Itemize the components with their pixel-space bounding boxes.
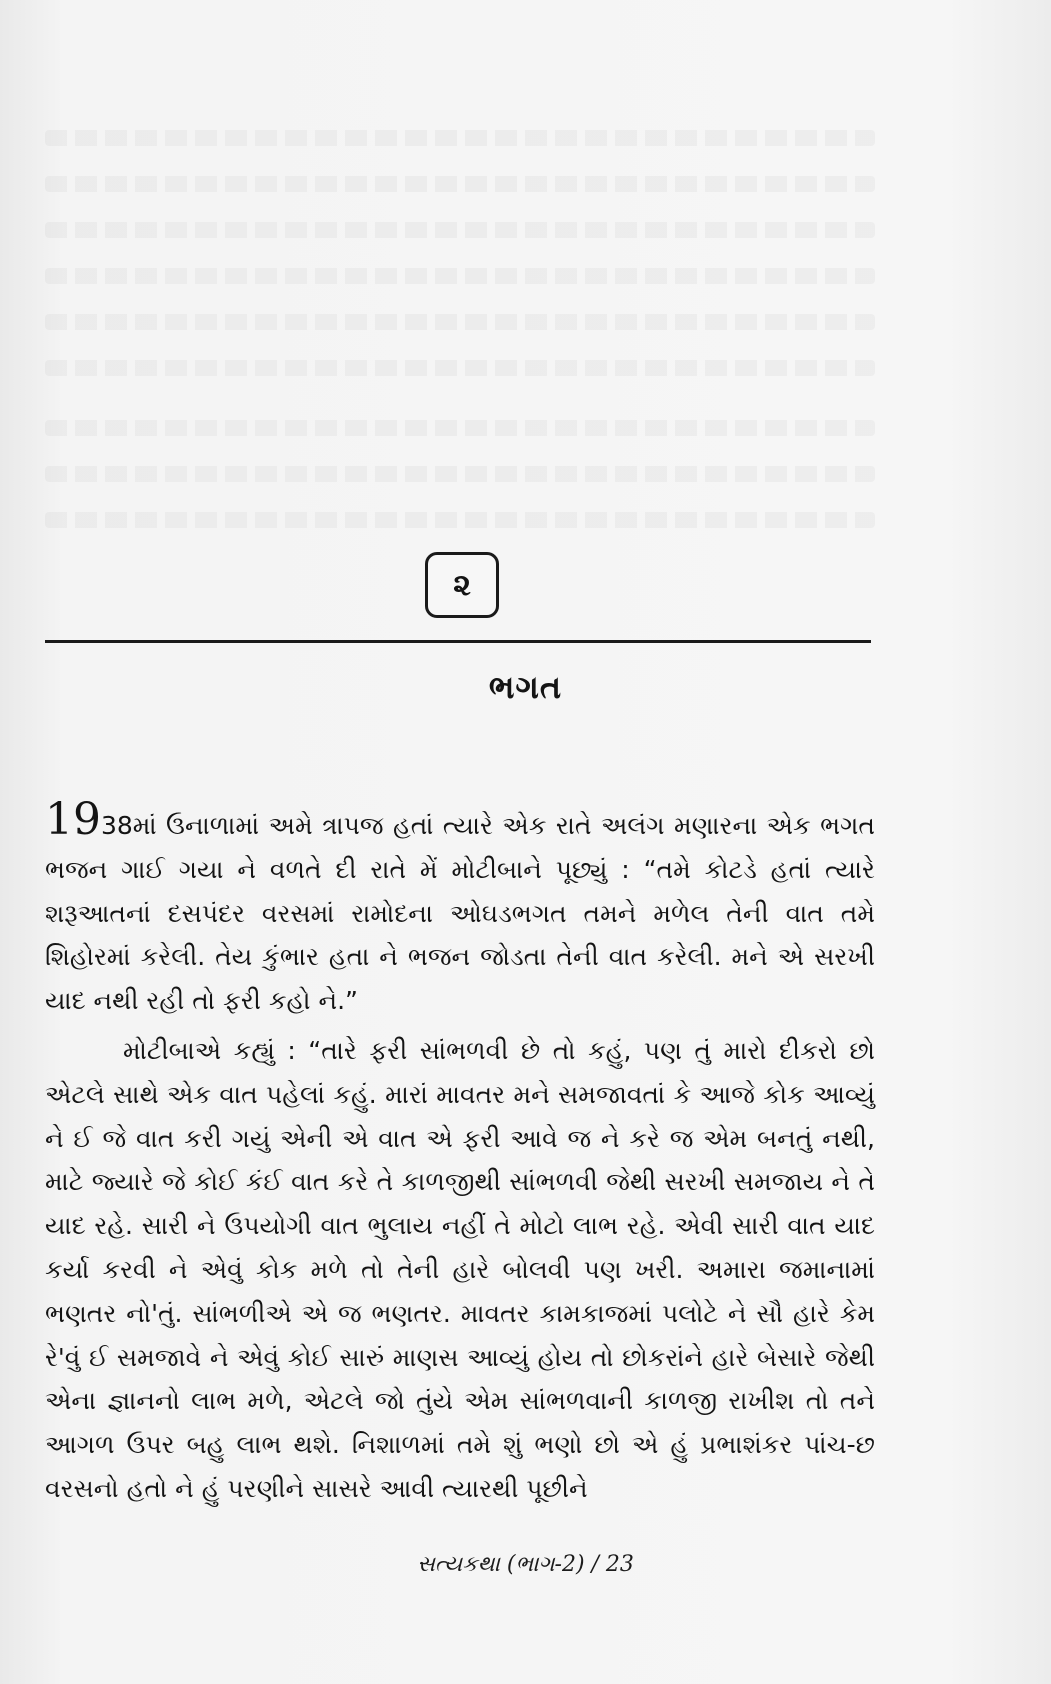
chapter-title: ભગત [488,668,563,706]
bleed-through-line [45,176,875,192]
bleed-through-line [45,222,875,238]
bleed-through-line [45,420,875,436]
page-footer: સત્યકથા (ભાગ-2) / 23 [417,1552,634,1577]
bleed-through-line [45,130,875,146]
drop-cap: 19 [45,794,101,845]
body-text [45,794,875,1511]
bleed-through-line [45,512,875,528]
bleed-through-line [45,268,875,284]
chapter-divider [45,640,871,643]
bleed-through-line [45,360,875,376]
bleed-through-line [45,314,875,330]
paragraph-1-text: 38માં ઉનાળામાં અમે ત્રાપજ હતાં ત્યારે એક રાતે અલંગ મણારના એક ભગત ભજન ગાઈ ગયા ને વળતે દી રાતે મેં મોટીબાને પૂછ્યું : “તમે કોટડે હતાં ત્યારે શરૂઆતનાં દસપંદર વરસમાં રામોદના ઓઘડભગત તમને મળેલ તેની વાત તમે શિહોરમાં કરેલી. તેય કુંભાર હતા ને ભજન જોડતા તેની વાત કરેલી. મને એ સરખી યાદ નથી રહી તો ફરી કહો ને.” [45,811,875,1016]
paragraph-2: મોટીબાએ કહ્યું : “તારે ફરી સાંભળવી છે તો કહું, પણ તું મારો દીકરો છો એટલે સાથે એક વાત પહેલાં કહું. મારાં માવતર મને સમજાવતાં કે આજે કોક આવ્યું ને ઈ જે વાત કરી ગયું એની એ વાત એ ફરી આવે જ ને કરે જ એમ બનતું નથી, માટે જ્યારે જે કોઈ કંઈ વાત કરે તે કાળજીથી સાંભળવી જેથી સરખી સમજાય ને તે યાદ રહે. સારી ને ઉપયોગી વાત ભુલાય નહીં તે મોટો લાભ રહે. એવી સારી વાત યાદ કર્યા કરવી ને એવું કોક મળે તો તેની હારે બોલવી પણ ખરી. અમારા જમાનામાં ભણતર નો'તું. સાંભળીએ એ જ ભણતર. માવતર કામકાજમાં પલોટે ને સૌ હારે કેમ રે'વું ઈ સમજાવે ને એવું કોઈ સારું માણસ આવ્યું હોય તો છોકરાંને હારે બેસારે જેથી એના જ્ઞાનનો લાભ મળે, એટલે જો તુંયે એમ સાંભળવાની કાળજી રાખીશ તો તને આગળ ઉપર બહુ લાભ થશે. નિશાળમાં તમે શું ભણો છો એ હું પ્રભાશંકર પાંચ-છ વરસનો હતો ને હું પરણીને સાસરે આવી ત્યારથી પૂછીને [45,1035,875,1503]
chapter-number-box [425,552,499,618]
chapter-number: ૨ [453,567,471,603]
paragraph-1 [45,794,875,1023]
bleed-through-line [45,466,875,482]
